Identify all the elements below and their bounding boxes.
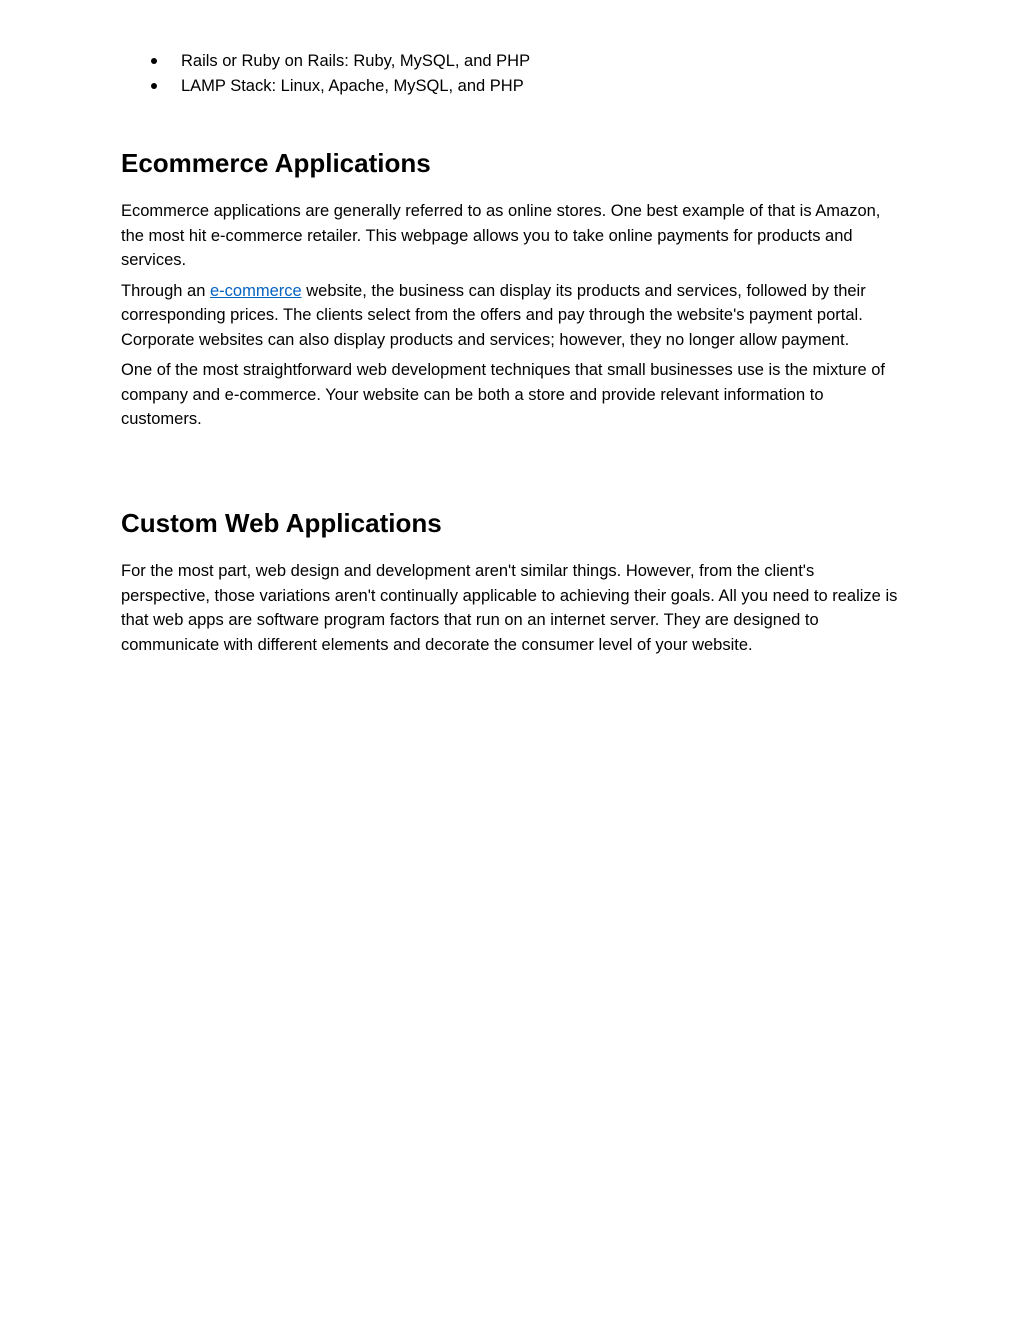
paragraph: Ecommerce applications are generally referred to as online stores. One best example of that is Amazon, the most hit e-commerce retailer. This webpage allows you to take online payments for products and services. [121,202,881,269]
paragraph: For the most part, web design and development aren't similar things. However, from the client's perspective, those variations aren't continually applicable to achieving their goals. All you need to realize is that web apps are software program factors that run on an internet server. They are designed to communicate with different elements and decorate the consumer level of your website. [121,562,898,654]
section-heading-custom-web: Custom Web Applications [121,508,442,538]
paragraph: One of the most straightforward web development techniques that small businesses use is the mixture of company and e-commerce. Your website can be both a store and provide relevant information to customers. [121,361,885,428]
bullet-icon [151,58,157,64]
bullet-icon [151,83,157,89]
paragraph [121,279,906,353]
paragraph-text: website, the business can display its products and services, followed by their corresponding prices. The clients select from the offers and pay through the website's payment portal. Corporate websites can also display products and services; however, they no longer allow payment. [121,281,866,349]
paragraph-text: Through an [121,281,210,300]
ecommerce-section-body [121,199,906,438]
list-item [151,49,891,74]
list-item-text: Rails or Ruby on Rails: Ruby, MySQL, and PHP [181,52,531,70]
bullet-list [151,49,891,98]
section-heading-ecommerce: Ecommerce Applications [121,148,431,178]
ecommerce-link[interactable]: e-commerce [209,281,302,300]
list-item-text: LAMP Stack: Linux, Apache, MySQL, and PHP [181,76,524,95]
custom-web-section-body [121,559,906,663]
list-item [151,74,891,99]
